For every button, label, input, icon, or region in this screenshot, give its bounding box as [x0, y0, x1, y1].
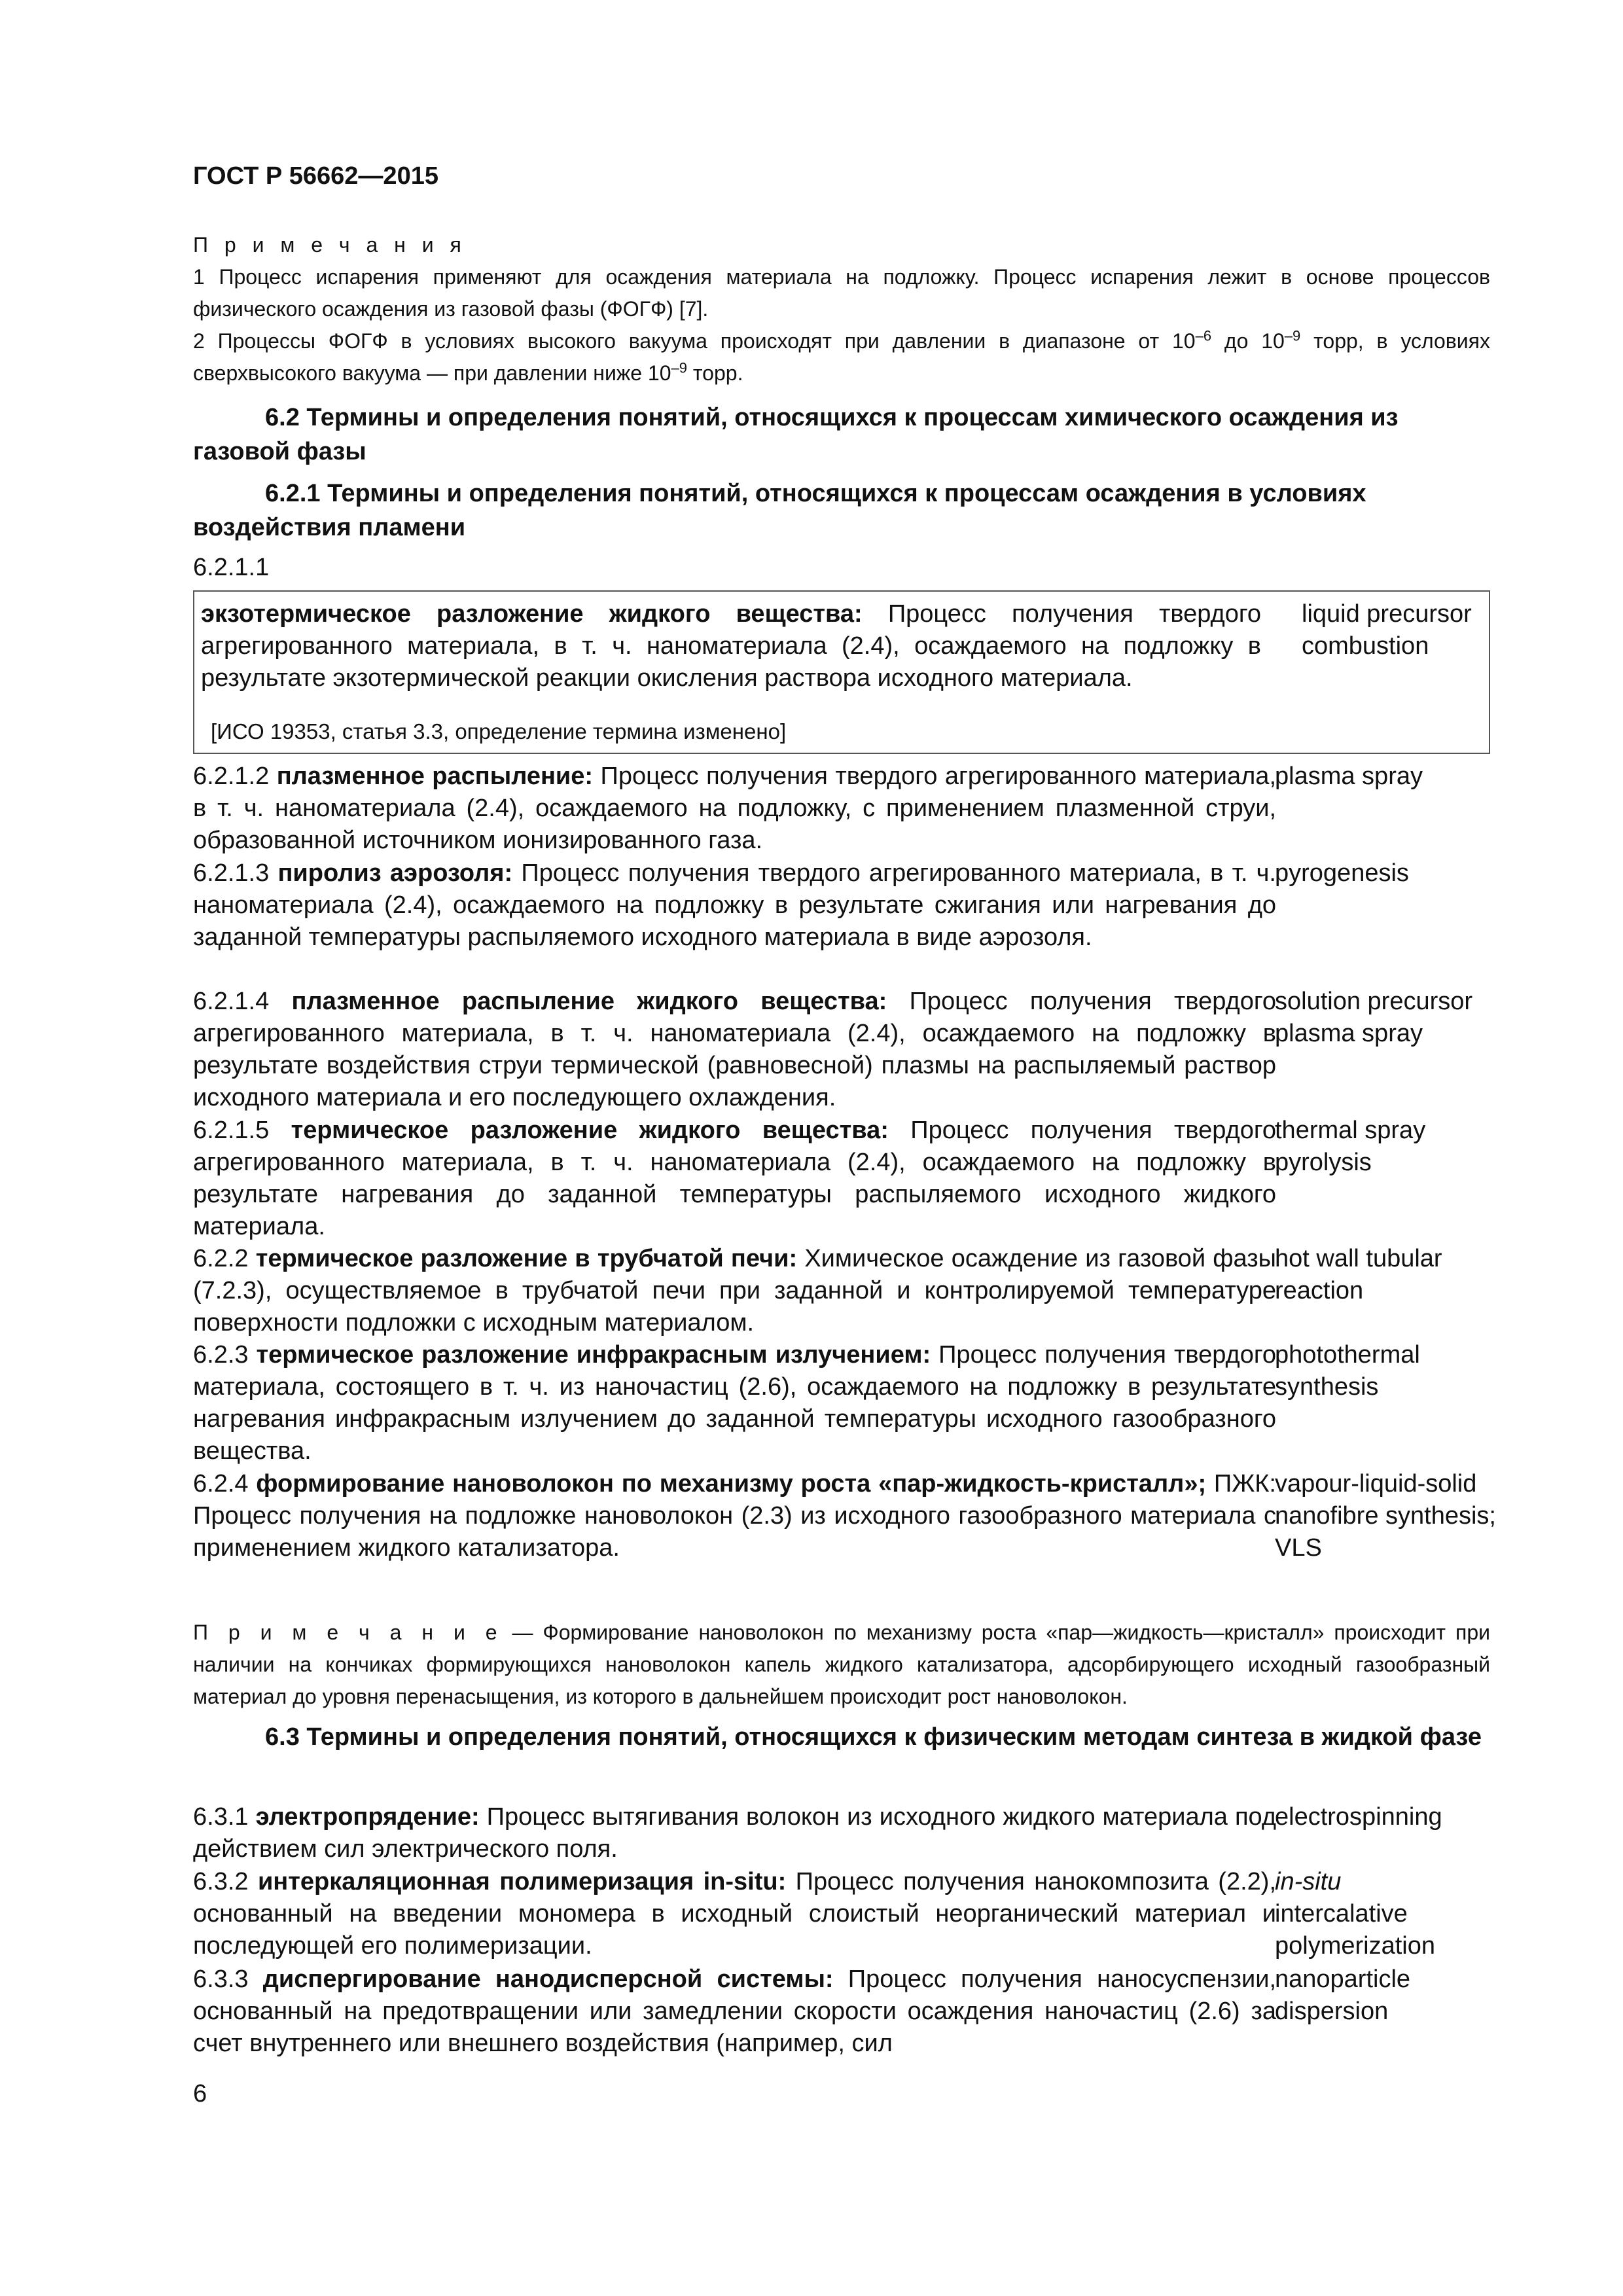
term-6-2-4-english: vapour-liquid-solid nanofibre synthesis; VLS [1275, 1470, 1496, 1562]
term-6-2-3: 6.2.3 термическое разложение инфракрасным излучением: Процесс получения твердого материала, состоящего в т. ч. из наночастиц (2.6), осаждаемого на подложку в результате нагревания инфракрасным излучением до заданной температуры исходного газообразного вещества. [193, 1341, 1276, 1465]
page-number: 6 [193, 2080, 207, 2108]
term-6-2-1-3-english: pyrogenesis [1275, 859, 1409, 887]
term-6-2-3-english: photothermal synthesis [1275, 1341, 1420, 1401]
section-number-6-2-1-1: 6.2.1.1 [193, 554, 270, 581]
term-6-2-1-5: 6.2.1.5 термическое разложение жидкого вещества: Процесс получения твердого агрегированного материала, в т. ч. наноматериала (2.4), осаждаемого на подложку в результате нагревания до заданной температуры распыляемого исходного жидкого материала. [193, 1117, 1276, 1240]
note-2: 2 Процессы ФОГФ в условиях высокого вакуума происходят при давлении в диапазоне от $10^{-6}$ до $10^{-9}$ торр, в условиях сверхвысокого вакуума — при давлении ниже $10^{-9}$ торр. [193, 327, 1491, 385]
heading-6-2: 6.2 Термины и определения понятий, относящихся к процессам химического осаждения из газовой фазы [193, 404, 1399, 465]
boxed-term-text: экзотермическое разложение жидкого вещества: Процесс получения твердого агрегированного материала, в т. ч. наноматериала (2.4), осаждаемого на подложку в результате экзотермической реакции окисления раствора исходного материала. [201, 600, 1261, 692]
term-6-2-2-english: hot wall tubular reaction [1275, 1245, 1442, 1304]
boxed-term-source: [ИСО 19353, статья 3.3, определение термина изменено] [211, 719, 787, 744]
term-6-2-1-5-english: thermal spray pyrolysis [1275, 1117, 1426, 1176]
notes-title: П р и м е ч а н и я [193, 233, 467, 257]
notes-block [193, 229, 1490, 389]
boxed-term-english: liquid precursor combustion [1302, 600, 1472, 660]
term-6-3-2-english: in-situ intercalative polymerization [1275, 1868, 1435, 1960]
term-6-2-1-3: 6.2.1.3 пиролиз аэрозоля: Процесс получения твердого агрегированного материала, в т. ч. наноматериала (2.4), осаждаемого на подложку в результате сжигания или нагревания до заданной температуры распыляемого исходного материала в виде аэрозоля. [193, 859, 1276, 951]
term-6-2-2: 6.2.2 термическое разложение в трубчатой печи: Химическое осаждение из газовой фазы (7.2.3), осуществляемое в трубчатой печи при заданной и контролируемой температуре поверхности подложки с исходным материалом. [193, 1245, 1276, 1336]
document-header: ГОСТ Р 56662—2015 [193, 162, 438, 190]
note-1: 1 Процесс испарения применяют для осаждения материала на подложку. Процесс испарения лежит в основе процессов физического осаждения из газовой фазы (ФОГФ) [7]. [193, 265, 1490, 321]
term-6-2-1-2-english: plasma spray [1275, 762, 1423, 790]
term-6-3-1-english: electrospinning [1275, 1803, 1442, 1831]
heading-6-3: 6.3 Термины и определения понятий, относящихся к физическим методам синтеза в жидкой фазе [265, 1723, 1482, 1751]
term-6-3-3: 6.3.3 диспергирование нанодисперсной системы: Процесс получения наносуспензии, основанный на предотвращении или замедлении скорости осаждения наночастиц (2.6) за счет внутреннего или внешнего воздействия (например, сил [193, 1965, 1277, 2057]
boxed-term [193, 590, 1490, 754]
note-vls: П р и м е ч а н и е — Формирование нановолокон по механизму роста «пар—жидкость—кристалл» происходит при наличии на кончиках формирующихся нановолокон капель жидкого катализатора, адсорбирующего исходный газообразный материал до уровня перенасыщения, из которого в дальнейшем происходит рост нановолокон. [193, 1621, 1491, 1708]
term-6-3-1: 6.3.1 электропрядение: Процесс вытягивания волокон из исходного жидкого материала под действием сил электрического поля. [193, 1803, 1276, 1863]
term-6-2-1-4-english: solution precursor plasma spray [1275, 988, 1473, 1047]
term-6-3-2: 6.3.2 интеркаляционная полимеризация in-situ: Процесс получения нанокомпозита (2.2), основанный на введении мономера в исходный слоистый неорганический материал и последующей его полимеризации. [193, 1868, 1276, 1960]
heading-6-2-1: 6.2.1 Термины и определения понятий, относящихся к процессам осаждения в условиях воздействия пламени [193, 480, 1366, 541]
term-6-2-4: 6.2.4 формирование нановолокон по механизму роста «пар-жидкость-кристалл»; ПЖК: Процесс получения на подложке нановолокон (2.3) из исходного газообразного материала с применением жидкого катализатора. [193, 1470, 1276, 1562]
term-6-2-1-2: 6.2.1.2 плазменное распыление: Процесс получения твердого агрегированного материала, в т. ч. наноматериала (2.4), осаждаемого на подложку, с применением плазменной струи, образованной источником ионизированного газа. [193, 762, 1277, 854]
term-6-3-3-english: nanoparticle dispersion [1275, 1965, 1411, 2025]
term-6-2-1-4: 6.2.1.4 плазменное распыление жидкого вещества: Процесс получения твердого агрегированного материала, в т. ч. наноматериала (2.4), осаждаемого на подложку в результате воздействия струи термической (равновесной) плазмы на распыляемый раствор исходного материала и его последующего охлаждения. [193, 988, 1276, 1111]
